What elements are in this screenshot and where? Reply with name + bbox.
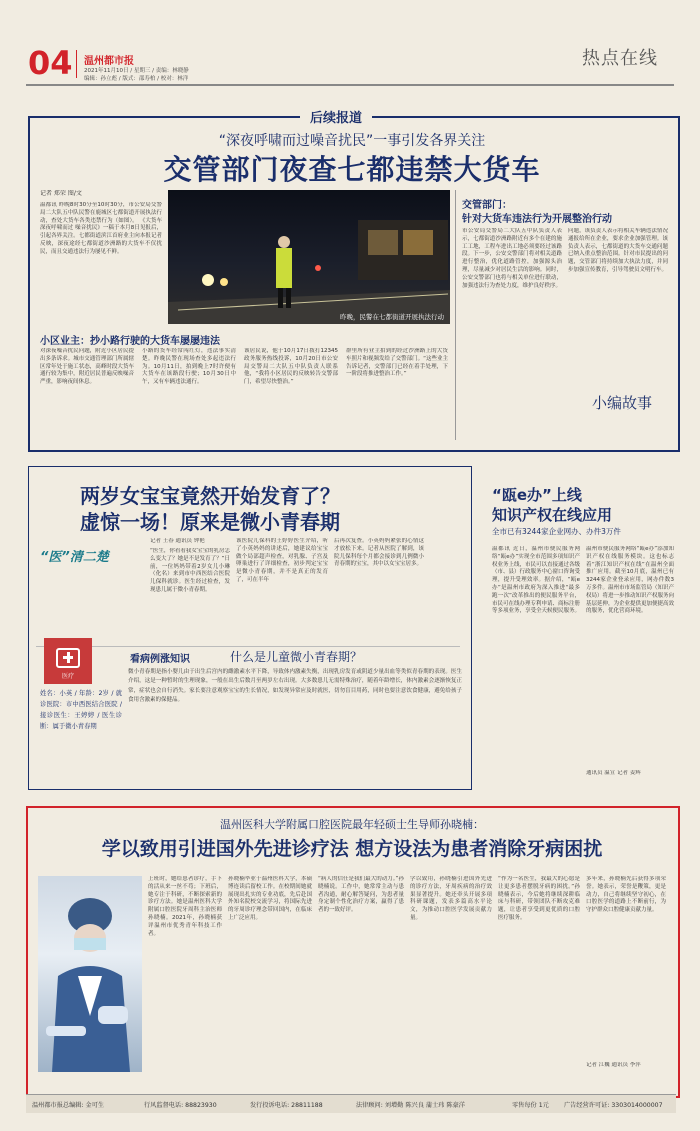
story2-sub-title: 什么是儿童微小青春期？ — [230, 650, 363, 664]
story2-col2: 该医院儿保科的王婷婷医生介绍，听了小英妈妈的讲述后，她建议给宝宝做个局部超声检查，对乳腺、子宫及卵巢进行了详细检查，初步判定宝宝是微小青春期，并不是真正的发育了，可在半年 — [236, 538, 328, 583]
story4-headline: 学以致用引进国外先进诊疗法 想方设法为患者消除牙病困扰 — [101, 838, 603, 860]
story2-rule — [36, 646, 460, 647]
date-line: 2021年11月10日 / 星期三 / 责编：林晓静 — [84, 68, 189, 74]
doctor-badge — [36, 542, 136, 568]
story4-col6: 多年来，孙晓楠先后获得多项荣誉。她表示，荣誉是鞭策，更是动力，自己将继续坚守初心，在口腔医学的道路上不断前行，为守护群众口腔健康贡献力量。 — [586, 876, 666, 914]
story3-byline: 通讯员 温宣 记者 姜辉 — [586, 770, 641, 776]
story1-col2: 小路的货车经常闯红灯，违法事实清楚。昨晚民警在现场查处多起违法行为。10月11日，拍到晚上7时许便有大货车在该路段行驶；10月30日中午，又有车辆违法通行。 — [142, 348, 236, 386]
footer-legal: 法律顾问: 刘增勤 陈兴良 蒲士玮 陈豪洋 — [356, 1102, 465, 1109]
stamp-text: 小编故事 — [592, 394, 653, 412]
story-stamp — [592, 386, 656, 426]
footer — [26, 1094, 676, 1113]
story2-byline: 记者 王春 通讯员 钟艳 — [150, 538, 205, 544]
footer-editor: 温州都市报总编辑: 金可生 — [32, 1102, 105, 1109]
section-title: 热点在线 — [582, 48, 658, 69]
story3-headline-2: 知识产权在线应用 — [492, 506, 613, 524]
case-info: 姓名：小英 / 年龄：2岁 / 就诊医院：市中西医结合医院 / 接诊医生：王婷婷 / 医生诊断：属于微小青春期 — [40, 690, 122, 730]
medical-icon-label: 医疗 — [61, 673, 74, 680]
story-ip-app — [478, 460, 678, 800]
story3-col1: 温都讯 近日，温州市便民服务网络“瓯e办”实现全市范围多项知识产权业务上线，市民可以直接通过各级（市、县）行政服务中心窗口咨询受理，提升受理效率。据介绍，“瓯e办”是温州市政府为深入推进“最多跑一次”改革推出的便民服务平台，市民可在线办理专利申请、商标注册等多项业务，享受全天候便民服务。 — [492, 546, 580, 615]
story-dentist — [28, 808, 676, 1094]
story4-col3: “病人的信任是我们最大的动力。”孙晓楠说。工作中，她常常主动与患者沟通，耐心解答疑问，为患者量身定制个性化治疗方案，赢得了患者的一致好评。 — [318, 876, 404, 914]
story1-byline: 记者 郑荣 图/文 — [40, 190, 82, 197]
kicker: 后续报道 — [300, 107, 372, 126]
story2-col1: “医生，你看看我女宝宝的乳房怎么变大了？她是不是发育了？”日前，一位妈妈带着2岁女儿小琳（化名）来到市中西医结合医院儿保科就诊。医生经过检查，发现患儿属于微小青春期。 — [150, 548, 230, 593]
masthead-rule — [26, 84, 674, 86]
side-col1: 市公安局交警局二大队五中队负责人表示，七都街道沙洲路附近有多个在建的施工工地，工程车进出工地必须要经过该路段。下一步，公安交警部门将对相关道路进行整治，优化道路管控，加强源头治理，尽量减少对居民生活的影响。同时，公安交警部门也将与相关单位进行联动，加强违法行为查处力度，维护良好秩序。 — [462, 228, 562, 289]
side-title: 交管部门： — [462, 200, 512, 211]
dentist-illustration — [38, 876, 142, 1072]
police-night-photo — [168, 190, 450, 324]
dentist-photo — [38, 876, 142, 1072]
story4-byline: 记者 江巍 通讯员 李萍 — [586, 1062, 641, 1068]
story1-divider — [455, 190, 456, 440]
story1-headline: 交管部门夜查七都违禁大货车 — [163, 153, 541, 186]
knowledge-text: 微小青春期是指小婴儿由于出生后宫内的雌激素水平下降，导致体内激素失衡，出现乳房发育或阴道少量出血等类似青春期的表现。医生介绍，这是一种暂时的生理现象，一般在出生后数月至两岁左右出现。大多数患儿无需特殊治疗，随着年龄增长，体内激素会逐渐恢复正常，症状也会自行消失。家长要注意观察宝宝的生长情况，如发现异常应及时就医，切勿盲目用药，同时也要注意饮食健康，避免给孩子食用含激素的保健品。 — [128, 669, 462, 704]
story4-col1: 上班时，她给患者诊疗，手下的活从来一丝不苟；下班后，她专注于科研，不断探索新的诊疗方法。她是温州医科大学附属口腔医院牙周科主治医师孙晓楠。2021年，孙晓楠获评温州市优秀青年科技工作者。 — [148, 876, 222, 937]
story4-col5: “作为一名医生，我最大的心愿是让更多患者摆脱牙病的困扰。”孙晓楠表示，今后她将继续深耕临床与科研，带领团队不断攻克难题，让患者享受到更优质的口腔医疗服务。 — [498, 876, 580, 921]
story4-col2: 孙晓楠毕业于温州医科大学，本硕博连读后留校工作。在校期间她就展现出扎实的专业功底，先后赴国外知名院校交流学习，将国际先进的牙周诊疗理念带回国内，在临床上广泛应用。 — [228, 876, 312, 921]
side-headline: 针对大货车违法行为开展整治行动 — [462, 214, 612, 225]
story-truck-inspection — [0, 90, 700, 455]
story3-deck: 全市已有3244家企业网办、办件3万件 — [492, 527, 621, 536]
story3-headline-1: “瓯e办”上线 — [492, 486, 582, 504]
story4-kicker: 温州医科大学附属口腔医院最年轻硕士生导师孙晓楠： — [220, 818, 484, 831]
story2-col3: 后再次复查。小英妈妈紧张的心情这才放松下来。记者从医院了解到，该院儿保科每个月都会接诊到几例微小青春期的宝宝，其中以女宝宝居多。 — [334, 538, 424, 568]
medical-cross-v — [67, 652, 70, 663]
story1-col1: 对深夜噪音扰民问题，附近小区居民提出多条诉求。城市交通管理部门所属辖区常年处于施工状态，高峰时段大货车通行较为集中，附近居民普遍反映噪音严重，影响夜间休息。 — [40, 348, 134, 386]
story1-col4: 群里所有业主拍到的经过沙洲路上的大货车照片和视频发给了交警部门。“这些业主告诉记者，交警部门已经在着手处理，下一阶段将推进整治工作。” — [346, 348, 448, 378]
story2-sub: 看病例涨知识 — [130, 654, 190, 665]
masthead-divider — [76, 50, 77, 78]
staff-line: 编辑：孙立彪 / 版式：邵寿柏 / 校对：林洋 — [84, 76, 189, 82]
badge-text: “医”清二楚 — [40, 550, 109, 565]
footer-complaint: 发行投诉电话: 28811188 — [250, 1102, 323, 1109]
story3-col2: 温州市便民服务网络“瓯e办”添加知识产权在线服务模块。这也标志着“浙江知识产权在线”在温州全面推广应用。截至10月底，温州已有3244家企业登录应用，网办件数3万多件。温州市市场监管局（知识产权局）将进一步推动知识产权服务向基层延伸，为企业提供更加便捷高效的服务，优化营商环境。 — [586, 546, 674, 615]
side-col2: 问题，该负责人表示将相关车辆违法情况通报给所在企业，要求企业加强管理。该负责人表示，七都街道的大货车交通问题已纳入重点整治范围。针对市民提出的问题，交管部门将持续加大执法力度，并同步加强宣传教育，引导驾驶员文明行车。 — [568, 228, 668, 273]
story1-subhead: 小区业主：抄小路行驶的大货车屡屡违法 — [40, 336, 220, 347]
story1-intro: 温都讯 昨晚8时30分至10时30分，市公安局交警局二大队五中队民警在鹿城区七都街道开展执法行动，查处大货车各类违禁行为（如图）。 《大货车深夜呼啸而过 噪音扰民》一稿于本月8日见报后，引起各界关注。七都街道滨江首府业主向本报记者反映，深夜途经七都街道沙洲路的大货车不仅扰民，而且交通违法行为屡见不鲜。 — [40, 202, 162, 255]
story1-col3: 该居民说，他于10月17日拨打12345政务服务热线投诉，10月20日市公安局交警局二大队五中队负责人联系他，“我将小区居民的反映转告交警部门，希望尽快整治。” — [244, 348, 338, 386]
paper-name: 温州都市报 — [84, 56, 134, 67]
footer-price: 零售每份 1元 — [512, 1102, 549, 1109]
story1-subtitle: “深夜呼啸而过噪音扰民”一事引发各界关注 — [218, 133, 486, 149]
footer-hotline: 行风监督电话: 88823930 — [144, 1102, 217, 1109]
page-number: 04 — [28, 44, 73, 82]
footer-license: 广告经营许可证: 3303014000007 — [564, 1102, 663, 1109]
story2-headline-2: 虚惊一场！原来是微小青春期 — [80, 510, 340, 534]
story4-col4: 学以致用，孙晓楠引进国外先进的诊疗方法，牙周疾病的治疗效果显著提升。她还牵头开展多项科研课题，发表多篇高水平论文，为推动口腔医学发展贡献力量。 — [410, 876, 492, 921]
medical-icon-box — [44, 638, 92, 684]
photo-caption: 昨晚，民警在七都街道开展执法行动 — [340, 313, 444, 321]
masthead — [0, 0, 700, 88]
story2-headline-1: 两岁女宝宝竟然开始发育了？ — [80, 484, 340, 508]
police-scene-illustration — [168, 190, 450, 324]
